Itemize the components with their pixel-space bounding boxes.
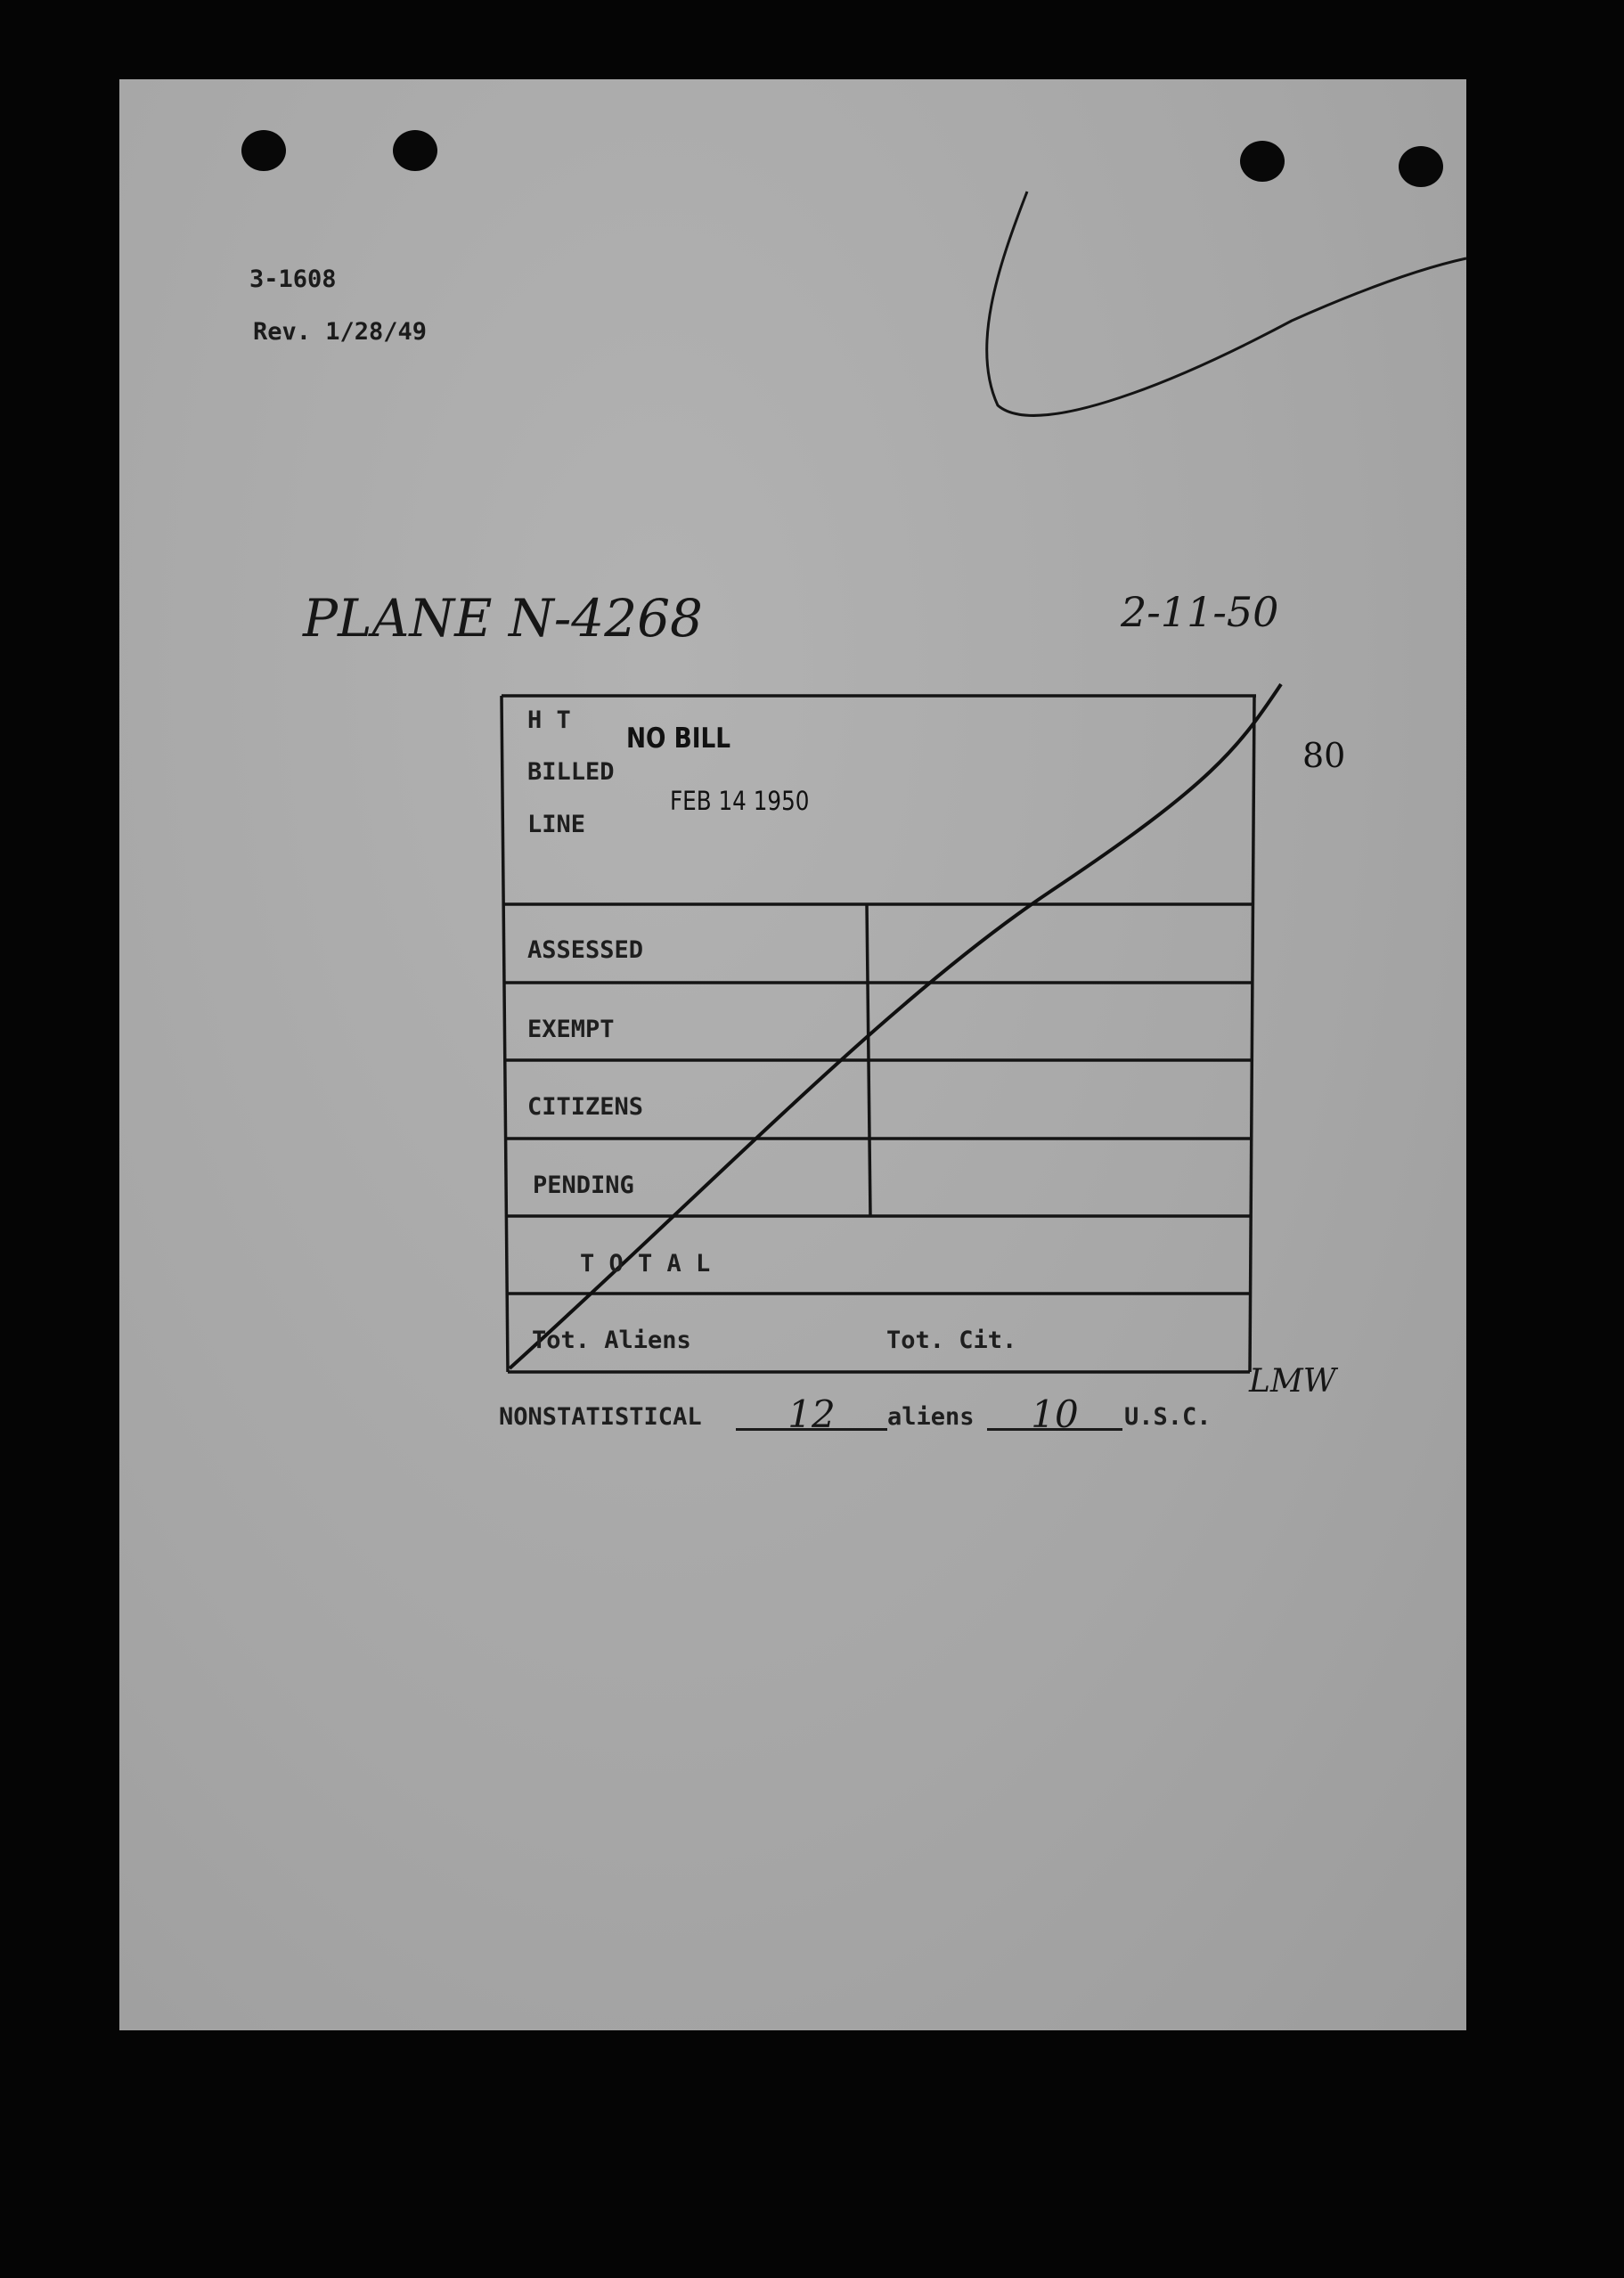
handwritten-initials: LMW — [1249, 1363, 1336, 1400]
total-label: T O T A L — [580, 1250, 711, 1278]
stamp-number: 80 — [1302, 736, 1346, 775]
tot-aliens-label: Tot. Aliens — [532, 1327, 691, 1354]
row-label-assessed: ASSESSED — [527, 936, 644, 964]
table-header-billed: BILLED — [527, 758, 615, 786]
stamp-no-bill: NO BILL — [626, 723, 731, 755]
handwritten-plane-number: PLANE N-4268 — [303, 588, 703, 649]
nonstatistical-aliens-blank — [736, 1392, 887, 1436]
form-number: 3-1608 — [249, 265, 337, 293]
table-header-line: LINE — [527, 811, 586, 838]
row-label-citizens: CITIZENS — [527, 1093, 644, 1121]
stamp-date: FEB 14 1950 — [670, 786, 810, 816]
usc-label: U.S.C. — [1124, 1403, 1212, 1431]
tot-cit-label: Tot. Cit. — [886, 1327, 1017, 1354]
table-header-ht: H T — [527, 706, 571, 734]
form-revision: Rev. 1/28/49 — [253, 318, 428, 346]
nonstatistical-label: NONSTATISTICAL — [499, 1403, 702, 1431]
handwritten-date: 2-11-50 — [1121, 588, 1279, 636]
row-label-pending: PENDING — [533, 1172, 634, 1199]
aliens-label: aliens — [887, 1403, 975, 1431]
nonstatistical-usc-value: 10 — [1031, 1392, 1079, 1436]
pen-swoosh-mark — [987, 192, 1466, 415]
row-label-exempt: EXEMPT — [527, 1016, 615, 1043]
nonstatistical-usc-blank — [987, 1392, 1122, 1436]
nonstatistical-aliens-value: 12 — [788, 1392, 836, 1436]
